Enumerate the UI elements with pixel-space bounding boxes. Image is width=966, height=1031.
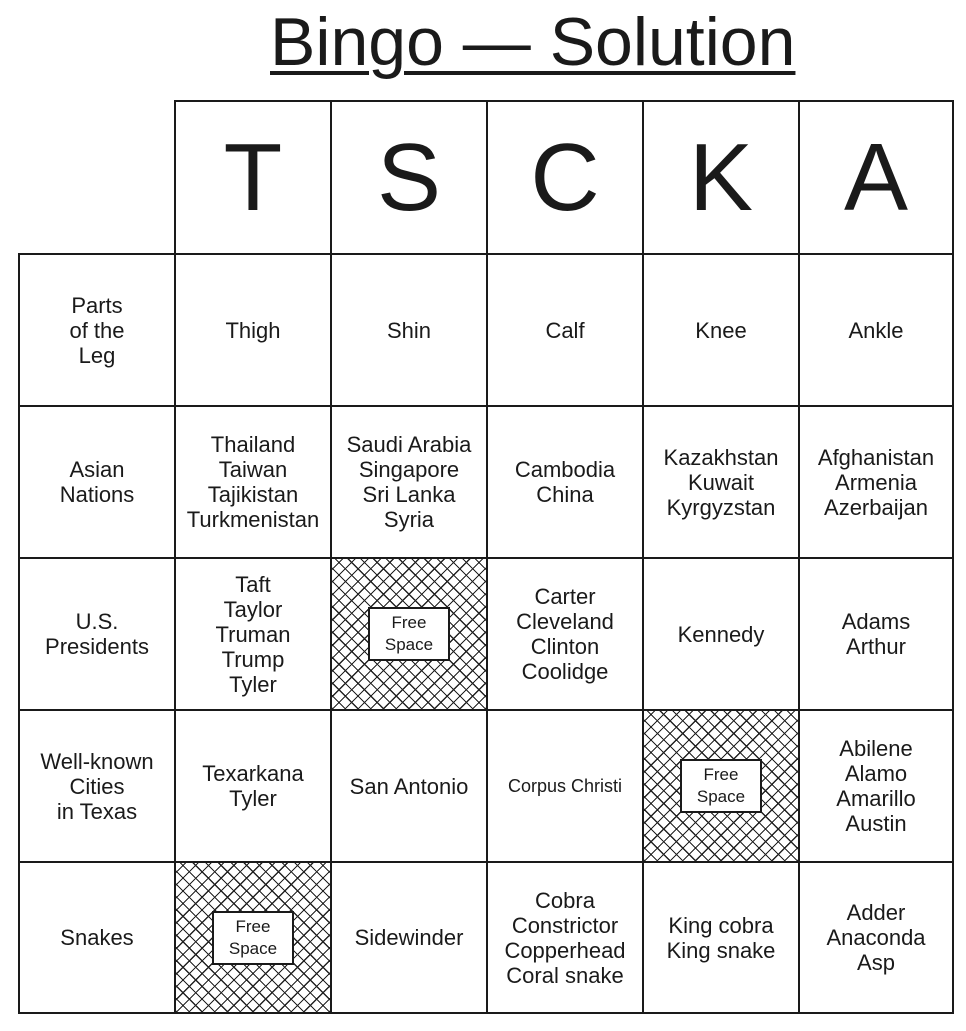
header-cell-a bbox=[798, 100, 954, 255]
bingo-cell bbox=[174, 253, 332, 407]
bingo-cell bbox=[330, 861, 488, 1014]
bingo-cell bbox=[486, 557, 644, 711]
header-letter: S bbox=[376, 123, 442, 231]
cell-text: San Antonio bbox=[349, 773, 469, 799]
header-cell-t bbox=[174, 100, 332, 255]
row-label-text: Parts of the Leg bbox=[69, 292, 125, 368]
bingo-cell bbox=[642, 253, 800, 407]
cell-text: Abilene Alamo Amarillo Austin bbox=[836, 736, 916, 836]
row-label-presidents bbox=[18, 557, 176, 711]
header-cell-c bbox=[486, 100, 644, 255]
cell-text: King cobra King snake bbox=[666, 912, 776, 963]
header-letter: C bbox=[530, 123, 600, 231]
header-letter: K bbox=[688, 123, 754, 231]
cell-text: Taft Taylor Truman Trump Tyler bbox=[215, 571, 291, 697]
cell-text: Kennedy bbox=[677, 621, 765, 647]
cell-text: Thigh bbox=[225, 317, 281, 343]
cell-text: Ankle bbox=[848, 317, 904, 343]
cell-text: Afghanistan Armenia Azerbaijan bbox=[817, 444, 935, 520]
bingo-cell bbox=[798, 557, 954, 711]
free-space-cell bbox=[174, 861, 332, 1014]
header-cell-s bbox=[330, 100, 488, 255]
cell-text: Cambodia China bbox=[514, 457, 616, 507]
cell-text: Corpus Christi bbox=[507, 775, 623, 796]
cell-text: Saudi Arabia Singapore Sri Lanka Syria bbox=[346, 432, 472, 532]
bingo-cell bbox=[486, 861, 644, 1014]
free-space-text: Free Space bbox=[228, 916, 278, 958]
cell-text: Knee bbox=[695, 317, 747, 343]
bingo-cell bbox=[330, 709, 488, 863]
bingo-cell bbox=[642, 861, 800, 1014]
cell-text: Sidewinder bbox=[354, 925, 464, 950]
row-label-text: U.S. Presidents bbox=[45, 609, 149, 659]
bingo-cell bbox=[174, 557, 332, 711]
cell-text: Texarkana Tyler bbox=[202, 761, 304, 811]
cell-text: Adder Anaconda Asp bbox=[826, 900, 926, 975]
bingo-cell bbox=[486, 253, 644, 407]
row-label-text: Snakes bbox=[60, 925, 134, 950]
header-letter: T bbox=[223, 123, 283, 231]
row-label-texas-cities bbox=[18, 709, 176, 863]
cell-text: Calf bbox=[545, 317, 585, 343]
row-label-leg bbox=[18, 253, 176, 407]
bingo-cell bbox=[642, 405, 800, 559]
bingo-cell bbox=[798, 405, 954, 559]
free-space-text: Free Space bbox=[384, 613, 434, 654]
bingo-cell bbox=[174, 709, 332, 863]
header-letter: A bbox=[843, 123, 909, 231]
header-cell-k bbox=[642, 100, 800, 255]
bingo-cell bbox=[486, 405, 644, 559]
free-space-box bbox=[368, 607, 450, 661]
bingo-cell bbox=[330, 253, 488, 407]
bingo-cell bbox=[486, 709, 644, 863]
row-label-text: Well-known Cities in Texas bbox=[40, 748, 154, 824]
page-title: Bingo — Solution bbox=[270, 4, 796, 80]
cell-text: Cobra Constrictor Copperhead Coral snake bbox=[504, 887, 626, 988]
free-space-box bbox=[212, 911, 294, 965]
cell-text: Kazakhstan Kuwait Kyrgyzstan bbox=[663, 444, 779, 520]
bingo-grid bbox=[18, 100, 954, 1014]
bingo-cell bbox=[798, 709, 954, 863]
cell-text: Shin bbox=[386, 317, 432, 343]
bingo-cell bbox=[798, 253, 954, 407]
free-space-box bbox=[680, 759, 762, 813]
free-space-cell bbox=[642, 709, 800, 863]
free-space-text: Free Space bbox=[696, 765, 746, 806]
row-label-snakes bbox=[18, 861, 176, 1014]
row-label-text: Asian Nations bbox=[59, 457, 135, 507]
cell-text: Carter Cleveland Clinton Coolidge bbox=[516, 584, 614, 684]
bingo-cell bbox=[798, 861, 954, 1014]
free-space-cell bbox=[330, 557, 488, 711]
row-label-asian-nations bbox=[18, 405, 176, 559]
bingo-cell bbox=[330, 405, 488, 559]
cell-text: Adams Arthur bbox=[841, 609, 911, 659]
cell-text: Thailand Taiwan Tajikistan Turkmenistan bbox=[186, 432, 320, 532]
bingo-cell bbox=[174, 405, 332, 559]
bingo-cell bbox=[642, 557, 800, 711]
